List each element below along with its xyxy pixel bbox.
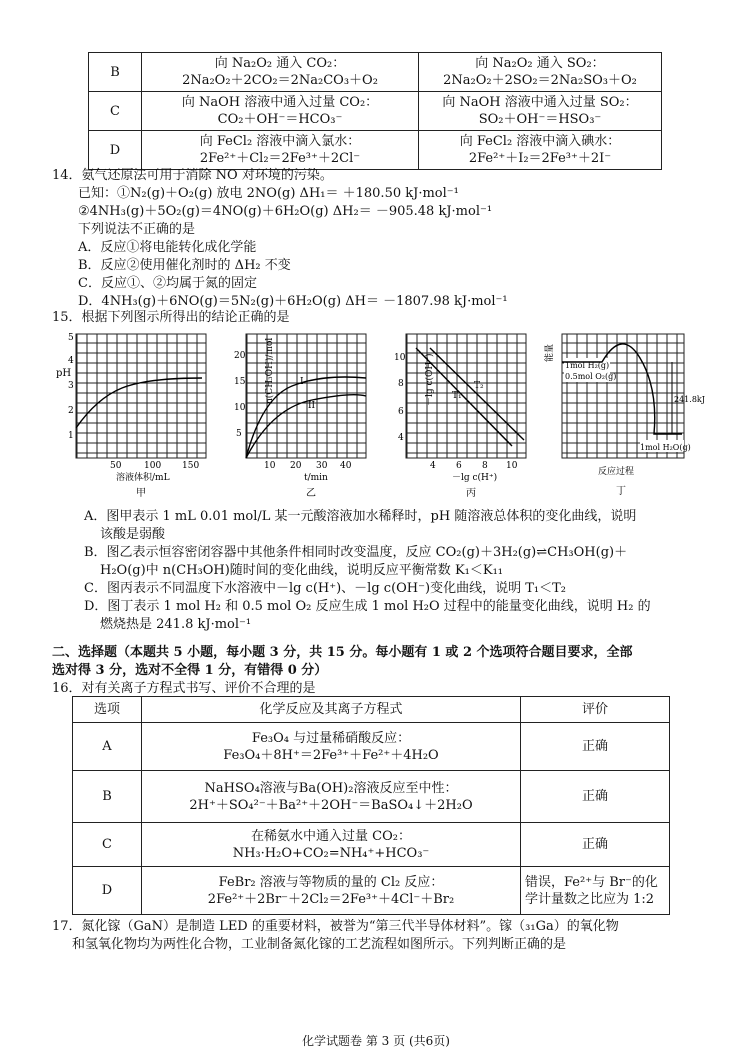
y-tick: 3 [68, 381, 74, 391]
y-tick: 10 [394, 353, 406, 363]
q15-option-a-1: A．图甲表示 1 mL 0.01 mol/L 某一元酸溶液加水稀释时，pH 随溶液总体积的变化曲线，说明 [84, 509, 637, 524]
x-axis-label: 溶液体积/mL [116, 473, 170, 483]
y-tick: 5 [236, 429, 242, 439]
q14-stem: 14．氨气还原法可用于消除 NO 对环境的污染。 [52, 168, 333, 183]
ionic-equation-table [72, 696, 670, 915]
q17-line-2: 和氢氧化物均为两性化合物，工业制备氮化镓的工艺流程如图所示。下列判断正确的是 [72, 937, 567, 952]
evaluation-cell: 正确 [521, 771, 670, 823]
curve-label: I [300, 377, 304, 387]
delta-label: 241.8kJ [674, 395, 705, 404]
evaluation-cell: 错误，Fe²⁺与 Br⁻的化 学计量数之比应为 1:2 [521, 867, 670, 915]
chart-name: 乙 [306, 488, 316, 499]
chart-yi [222, 328, 372, 500]
section-title-1: 二、选择题（本题共 5 小题，每小题 3 分，共 15 分。每小题有 1 或 2 个选项符合题目要求，全部 [52, 645, 633, 660]
y-tick: 4 [68, 356, 74, 366]
y-tick: 1 [68, 431, 74, 441]
header-equation: 化学反应及其离子方程式 [142, 697, 521, 723]
q15-option-a-2: 该酸是弱酸 [100, 527, 166, 542]
y-tick: 5 [68, 333, 74, 343]
evaluation-cell: 正确 [521, 823, 670, 867]
y-tick: 2 [68, 406, 74, 416]
reactant-label: 0.5mol O₂(g) [565, 372, 617, 381]
right-reaction: 向 NaOH 溶液中通入过量 SO₂： SO₂＋OH⁻＝HSO₃⁻ [419, 92, 662, 131]
page-footer: 化学试题卷 第 3 页 (共6页) [302, 1034, 450, 1048]
q15-stem: 15．根据下列图示所得出的结论正确的是 [52, 310, 290, 325]
left-reaction: 向 NaOH 溶液中通入过量 CO₂： CO₂＋OH⁻＝HCO₃⁻ [142, 92, 419, 131]
q16-stem: 16．对有关离子方程式书写、评价不合理的是 [52, 681, 316, 696]
x-axis-label: t/min [304, 473, 328, 483]
x-tick: 4 [430, 461, 436, 471]
q15-option-c: C．图丙表示不同温度下水溶液中－lg c(H⁺)、－lg c(OH⁻)变化曲线，说明 T₁＜T₂ [84, 581, 566, 596]
y-tick: 8 [398, 379, 404, 389]
section-title-2: 选对得 3 分，选对不全得 1 分，有错得 0 分） [52, 663, 328, 678]
option-cell: C [73, 823, 142, 867]
chart-bing [382, 328, 532, 500]
x-tick: 40 [340, 461, 352, 471]
x-tick: 20 [290, 461, 302, 471]
equation-cell: FeBr₂ 溶液与等物质的量的 Cl₂ 反应： 2Fe²⁺＋2Br⁻＋2Cl₂＝2Fe³⁺＋4Cl⁻＋Br₂ [142, 867, 521, 915]
y-tick: 6 [398, 407, 404, 417]
x-axis-label: －lg c(H⁺) [452, 473, 498, 483]
q14-given-2: ②4NH₃(g)＋5O₂(g)＝4NO(g)＋6H₂O(g) ΔH₂＝ －905.48 kJ·mol⁻¹ [78, 204, 493, 219]
header-option: 选项 [73, 697, 142, 723]
row-label: D [89, 131, 142, 170]
header-evaluation: 评价 [521, 697, 670, 723]
curve-label: T₂ [474, 381, 484, 391]
y-axis-label: pH [56, 368, 72, 379]
y-tick: 20 [234, 351, 246, 361]
plot-area [406, 334, 526, 458]
evaluation-cell: 正确 [521, 723, 670, 771]
plot-area [76, 334, 206, 458]
chart-jia [52, 328, 212, 500]
x-tick: 10 [506, 461, 518, 471]
x-tick: 100 [144, 461, 162, 471]
x-tick: 50 [110, 461, 122, 471]
plot-area [246, 334, 366, 458]
x-tick: 30 [316, 461, 328, 471]
q15-option-b-1: B．图乙表示恒容密闭容器中其他条件相同时改变温度，反应 CO₂(g)＋3H₂(g)⇌CH₃OH(g)＋ [84, 545, 628, 560]
q15-option-d-1: D．图丁表示 1 mol H₂ 和 0.5 mol O₂ 反应生成 1 mol H₂O 过程中的能量变化曲线，说明 H₂ 的 [84, 599, 651, 614]
y-axis-label: 能量 [545, 343, 555, 362]
left-reaction: 向 FeCl₂ 溶液中滴入氯水： 2Fe²⁺＋Cl₂＝2Fe³⁺＋2Cl⁻ [142, 131, 419, 170]
option-cell: B [73, 771, 142, 823]
x-tick: 10 [264, 461, 276, 471]
x-axis-label: 反应过程 [598, 467, 635, 477]
curve-label: T₁ [452, 391, 462, 401]
reaction-comparison-table [88, 52, 662, 170]
x-tick: 8 [482, 461, 488, 471]
equation-cell: NaHSO₄溶液与Ba(OH)₂溶液反应至中性： 2H⁺＋SO₄²⁻＋Ba²⁺＋2OH⁻＝BaSO₄↓＋2H₂O [142, 771, 521, 823]
y-axis-label: －lg c(OH⁻) [425, 353, 435, 406]
chart-name: 丁 [616, 486, 626, 497]
q15-option-d-2: 燃烧热是 241.8 kJ·mol⁻¹ [100, 617, 252, 632]
q17-line-1: 17．氮化镓（GaN）是制造 LED 的重要材料，被誉为“第三代半导体材料”。镓（₃₁Ga）的氧化物 [52, 919, 619, 934]
row-label: B [89, 53, 142, 92]
chart-name: 丙 [466, 488, 476, 499]
y-tick: 10 [234, 403, 246, 413]
curve-label: II [308, 401, 316, 411]
option-cell: D [73, 867, 142, 915]
x-tick: 6 [456, 461, 462, 471]
q14-option-b: B．反应②使用催化剂时的 ΔH₂ 不变 [78, 258, 291, 273]
product-label: 1mol H₂O(g) [640, 443, 691, 452]
q14-given-1: 已知：①N₂(g)＋O₂(g) 放电 2NO(g) ΔH₁＝ ＋180.50 kJ·mol⁻¹ [78, 186, 459, 201]
q14-option-c: C．反应①、②均属于氮的固定 [78, 276, 257, 291]
x-tick: 150 [182, 461, 200, 471]
equation-cell: Fe₃O₄ 与过量稀硝酸反应： Fe₃O₄＋8H⁺＝2Fe³⁺＋Fe²⁺＋4H₂O [142, 723, 521, 771]
y-tick: 4 [398, 433, 404, 443]
left-reaction: 向 Na₂O₂ 通入 CO₂： 2Na₂O₂＋2CO₂＝2Na₂CO₃＋O₂ [142, 53, 419, 92]
reactant-label: 1mol H₂(g) [565, 361, 610, 370]
plot-area [562, 334, 684, 458]
option-cell: A [73, 723, 142, 771]
y-axis-label: n(CH₃OH)/mol [265, 337, 275, 404]
q15-option-b-2: H₂O(g)中 n(CH₃OH)随时间的变化曲线，说明反应平衡常数 K₁＜K₁₁ [100, 563, 504, 578]
equation-cell: 在稀氨水中通入过量 CO₂： NH₃·H₂O+CO₂=NH₄⁺+HCO₃⁻ [142, 823, 521, 867]
q14-ask: 下列说法不正确的是 [78, 222, 196, 237]
right-reaction: 向 FeCl₂ 溶液中滴入碘水： 2Fe²⁺＋I₂＝2Fe³⁺＋2I⁻ [419, 131, 662, 170]
chart-name: 甲 [136, 488, 146, 499]
y-tick: 15 [234, 377, 246, 387]
chart-ding [542, 328, 705, 500]
row-label: C [89, 92, 142, 131]
q14-option-a: A．反应①将电能转化成化学能 [78, 240, 257, 255]
q14-option-d: D．4NH₃(g)＋6NO(g)＝5N₂(g)＋6H₂O(g) ΔH＝ －1807.98 kJ·mol⁻¹ [78, 294, 508, 309]
right-reaction: 向 Na₂O₂ 通入 SO₂： 2Na₂O₂＋2SO₂＝2Na₂SO₃＋O₂ [419, 53, 662, 92]
